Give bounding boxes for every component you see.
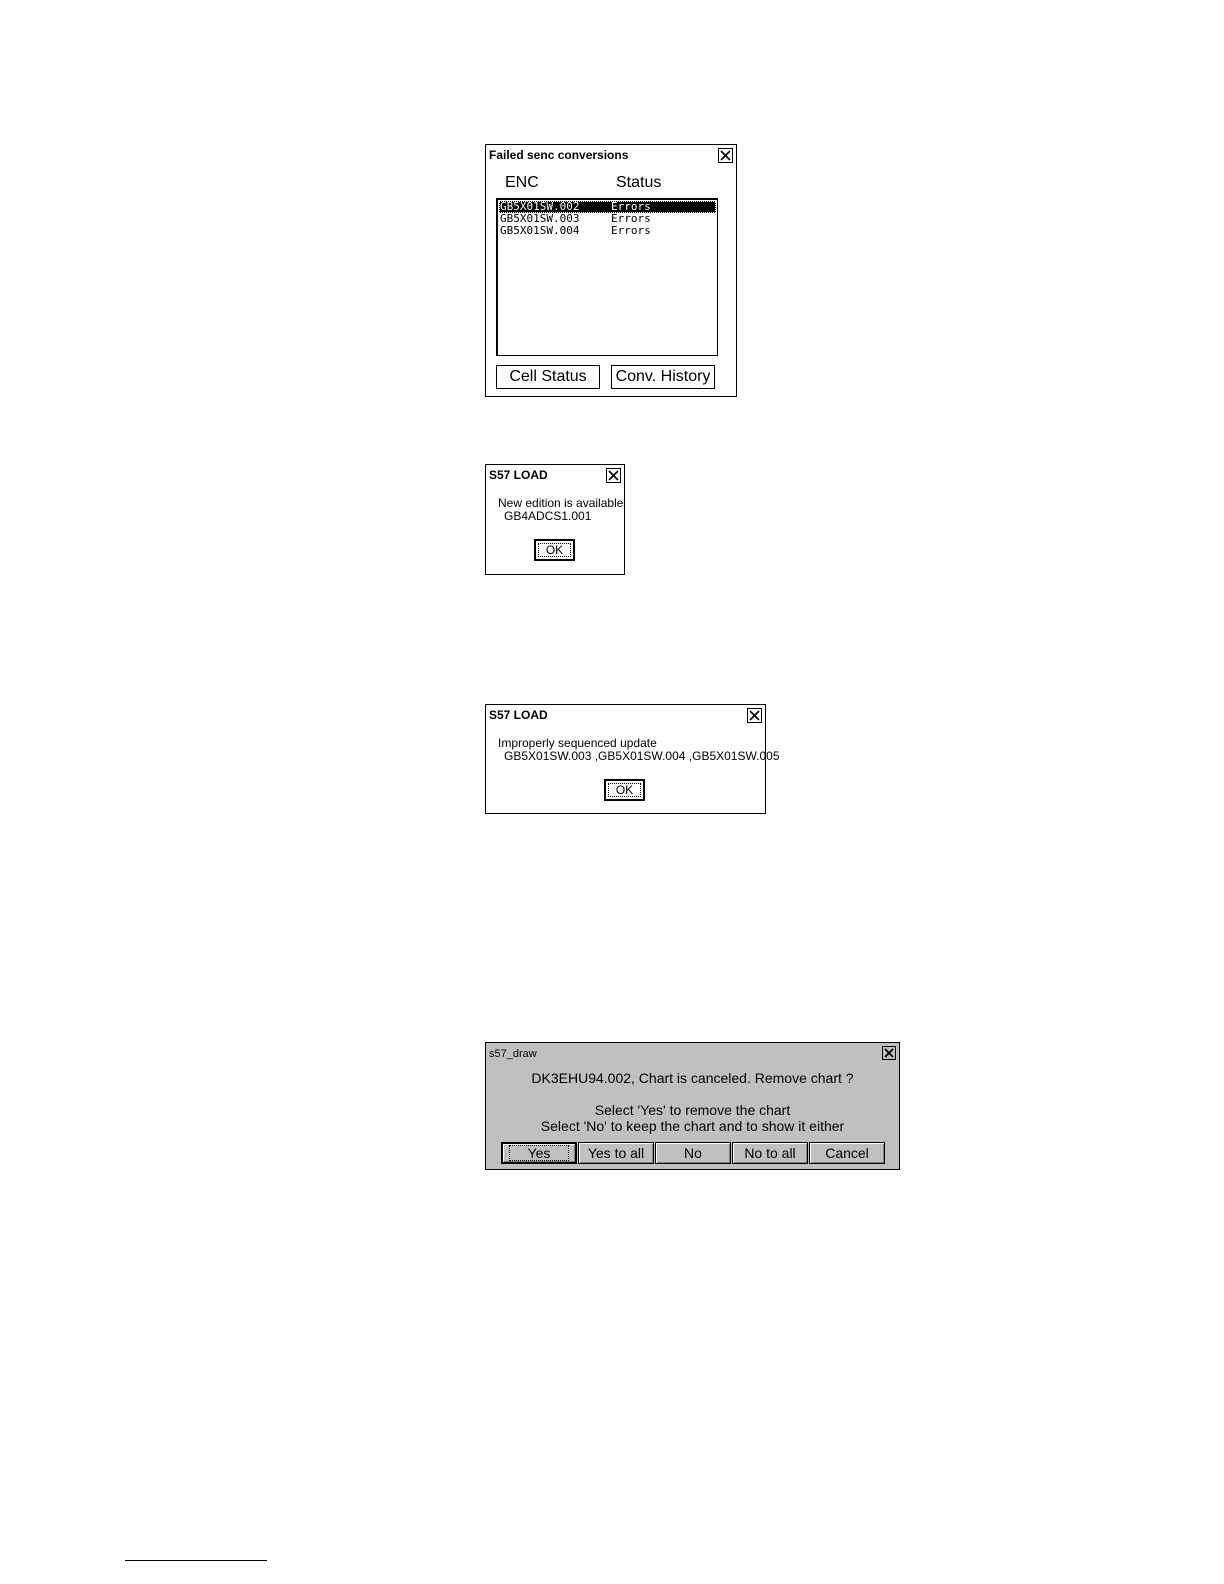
message-text: DK3EHU94.002, Chart is canceled. Remove chart ?: [531, 1070, 854, 1086]
message-update-list: GB5X01SW.003 ,GB5X01SW.004 ,GB5X01SW.005: [504, 749, 780, 763]
enc-cell: GB5X01SW.004: [500, 224, 580, 237]
message-text: Improperly sequenced update: [498, 736, 657, 750]
hint-yes: Select 'Yes' to remove the chart: [594, 1102, 791, 1118]
yes-to-all-button[interactable]: Yes to all: [578, 1142, 654, 1164]
failed-conversions-list[interactable]: [496, 198, 718, 356]
dialog-title: s57_draw: [489, 1048, 537, 1060]
dialog-title: Failed senc conversions: [489, 148, 629, 162]
status-cell: Errors: [611, 212, 651, 225]
close-icon: [884, 1048, 894, 1058]
close-button[interactable]: [606, 468, 621, 483]
cell-status-button[interactable]: Cell Status: [496, 365, 600, 389]
yes-label: Yes: [509, 1145, 570, 1161]
close-button[interactable]: [747, 708, 762, 723]
close-icon: [608, 470, 619, 481]
close-button[interactable]: [718, 148, 733, 163]
status-cell: Errors: [611, 200, 651, 213]
sequence-update-dialog: [485, 704, 780, 814]
footnote-separator: [125, 1560, 267, 1561]
ok-label: OK: [608, 783, 641, 797]
column-header-status: Status: [616, 174, 662, 191]
status-cell: Errors: [611, 224, 651, 237]
dialog-title: S57 LOAD: [489, 708, 548, 722]
enc-cell: GB5X01SW.003: [500, 212, 580, 225]
message-chart-name: GB4ADCS1.001: [504, 509, 592, 523]
close-icon: [720, 150, 731, 161]
list-item[interactable]: [499, 225, 716, 237]
column-header-enc: ENC: [505, 174, 539, 191]
cancel-button[interactable]: Cancel: [809, 1142, 885, 1164]
s57-draw-dialog: [485, 1042, 900, 1170]
close-button[interactable]: [882, 1046, 896, 1060]
conv-history-button[interactable]: Conv. History: [611, 365, 715, 389]
no-to-all-button[interactable]: No to all: [732, 1142, 808, 1164]
failed-senc-dialog: [485, 144, 737, 397]
close-icon: [749, 710, 760, 721]
yes-button[interactable]: [501, 1142, 577, 1164]
ok-button[interactable]: [534, 539, 575, 561]
enc-cell: GB5X01SW.002: [500, 200, 580, 213]
new-edition-dialog: [485, 464, 625, 575]
message-text: New edition is available: [498, 496, 624, 510]
dialog-title: S57 LOAD: [489, 468, 548, 482]
hint-no: Select 'No' to keep the chart and to show it either: [540, 1118, 845, 1134]
no-button[interactable]: No: [655, 1142, 731, 1164]
ok-label: OK: [538, 543, 571, 557]
ok-button[interactable]: [604, 779, 645, 801]
